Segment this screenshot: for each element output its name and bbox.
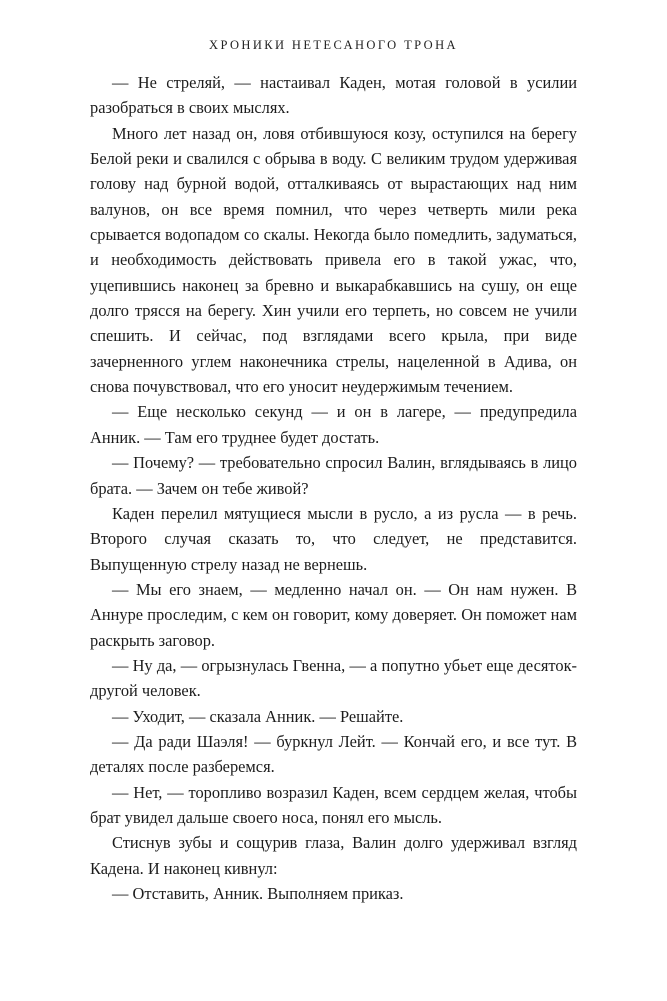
paragraph: — Нет, — торопливо возразил Каден, всем сердцем желая, чтобы брат увидел дальше своего носа, понял его мысль. bbox=[90, 782, 577, 827]
paragraph: — Ну да, — огрызнулась Гвенна, — а попутно убьет еще десяток-другой человек. bbox=[90, 655, 577, 701]
paragraph: — Не стреляй, — настаивал Каден, мотая головой в усилии разобраться в своих мыслях. bbox=[90, 73, 577, 118]
paragraph: — Уходит, — сказала Анник. — Решайте. bbox=[112, 706, 404, 726]
paragraph: Каден перелил мятущиеся мысли в русло, а из русла — в речь. Второго случая сказать то, что следует, не представится. Выпущенную стрелу назад не вернешь. bbox=[90, 503, 577, 574]
paragraph: — Да ради Шаэля! — буркнул Лейт. — Кончай его, и все тут. В деталях после разберемся. bbox=[90, 731, 577, 777]
running-header: ХРОНИКИ НЕТЕСАНОГО ТРОНА bbox=[209, 38, 458, 52]
paragraph: — Еще несколько секунд — и он в лагере, — предупредила Анник. — Там его труднее будет достать. bbox=[90, 402, 577, 447]
paragraph: — Мы его знаем, — медленно начал он. — Он нам нужен. В Аннуре проследим, с кем он говорит, кому доверяет. Он поможет нам раскрыть заговор. bbox=[90, 579, 577, 650]
paragraph: — Отставить, Анник. Выполняем приказ. bbox=[112, 884, 404, 903]
text-body bbox=[90, 70, 577, 906]
paragraph: Стиснув зубы и сощурив глаза, Валин долго удерживал взгляд Кадена. И наконец кивнул: bbox=[90, 833, 577, 878]
paragraph: — Почему? — требовательно спросил Валин, вглядываясь в лицо брата. — Зачем он тебе живой? bbox=[90, 453, 577, 498]
paragraph: Много лет назад он, ловя отбившуюся козу, оступился на берегу Белой реки и свалился с обрыва в воду. С великим трудом удерживая голову над бурной водой, отталкиваясь от вырастающих над ним валунов, он все время помнил, что через четверть мили река срывается водопадом со скалы. Некогда было помедлить, задуматься, и необходимость действовать привела его в такой ужас, что, уцепившись наконец за бревно и выкарабкавшись на сушу, он еще долго трясся на берегу. Хин учили его терпеть, но совсем не учили спешить. И сейчас, под взглядами всего крыла, при виде зачерненного углем наконечника стрелы, нацеленной в Адива, он снова почувствовал, что его уносит неудержимым течением. bbox=[90, 123, 577, 397]
